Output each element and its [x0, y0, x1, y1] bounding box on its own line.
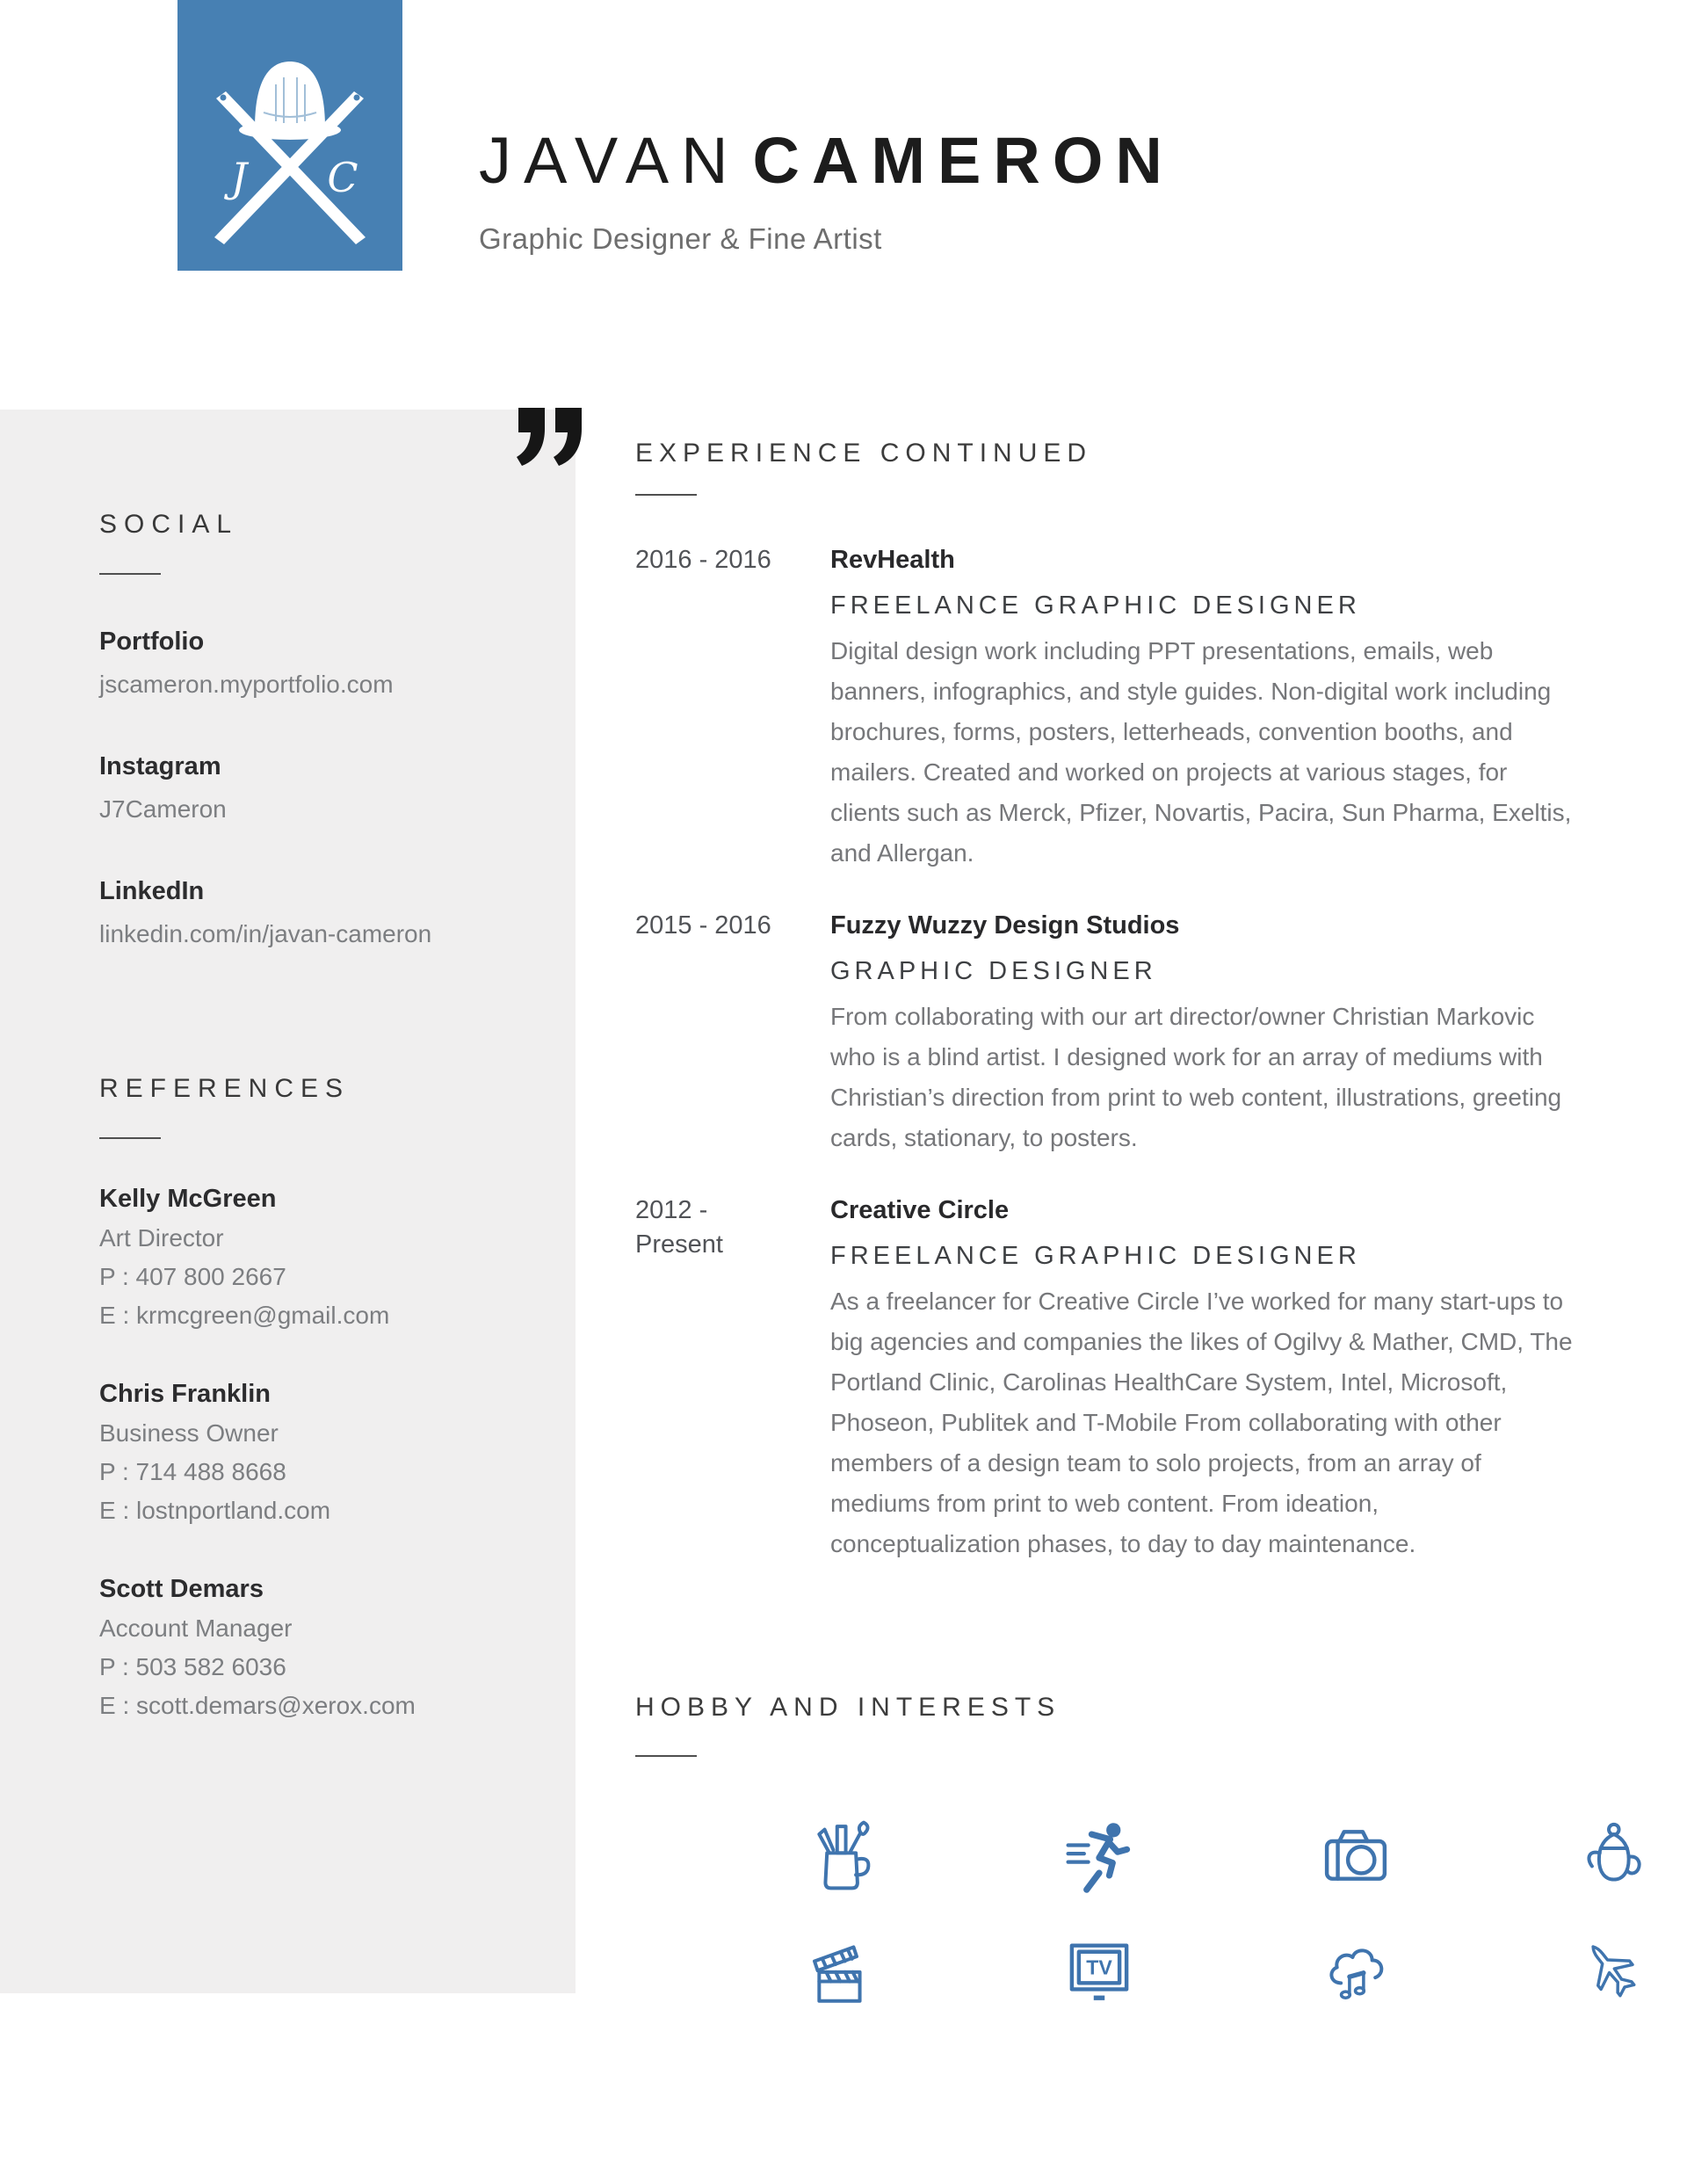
experience-section-title: EXPERIENCE CONTINUED	[635, 439, 1093, 468]
music-cloud-icon	[1321, 1936, 1391, 2006]
experience-entry	[635, 543, 1584, 874]
experience-company: RevHealth	[830, 546, 955, 574]
experience-entries	[635, 543, 1584, 1564]
airplane-icon	[1576, 1935, 1648, 2007]
sidebar	[0, 410, 576, 1993]
references-section-title: REFERENCES	[99, 1074, 351, 1103]
reference-name: Kelly McGreen	[99, 1185, 277, 1213]
social-item-linkedin	[99, 875, 540, 949]
reference-role: Business Owner	[99, 1419, 279, 1447]
clapperboard-icon	[807, 1936, 878, 2006]
social-item-instagram	[99, 751, 540, 824]
logo-monogram-right: C	[327, 154, 358, 201]
divider	[99, 1137, 161, 1139]
social-label: LinkedIn	[99, 877, 205, 905]
social-value: linkedin.com/in/javan-cameron	[99, 920, 432, 947]
experience-description: Digital design work including PPT presentations, emails, web banners, infographics, and style guides. Non-digital work including brochures, forms, posters, letterheads, convention booths, and mailers. Created and worked on projects at various stages, for clients such as Merck, Pfizer, Novartis, Pacira, Sun Pharma, Exeltis, and Allergan.	[830, 637, 1572, 867]
reference-role: Art Director	[99, 1224, 224, 1252]
tv-icon	[1064, 1936, 1134, 2006]
reference-item	[99, 1573, 540, 1721]
tagline: Graphic Designer & Fine Artist	[479, 222, 882, 255]
hobby-item	[971, 1936, 1227, 2006]
logo-monogram-left: J	[230, 154, 248, 201]
social-label: Instagram	[99, 752, 221, 780]
running-icon	[1061, 1818, 1137, 1893]
reference-phone: P : 407 800 2667	[99, 1263, 286, 1290]
closing-double-quote-icon	[517, 408, 585, 474]
hobby-item	[714, 1820, 971, 1890]
social-section-title: SOCIAL	[99, 510, 239, 539]
divider	[635, 1755, 697, 1757]
reference-item	[99, 1378, 540, 1526]
experience-description: From collaborating with our art director/owner Christian Markovic who is a blind artist. I designed work for an array of mediums with Christian’s direction from print to web content, illustrations, greeting cards, stationary, to posters.	[830, 1003, 1562, 1151]
hobby-item	[1227, 1936, 1484, 2006]
divider	[99, 573, 161, 575]
hobbies-section-title: HOBBY AND INTERESTS	[635, 1693, 1061, 1722]
reference-phone: P : 714 488 8668	[99, 1458, 286, 1485]
experience-section	[635, 438, 1584, 1600]
reference-role: Account Manager	[99, 1614, 293, 1642]
experience-entry	[635, 1194, 1584, 1564]
experience-entry-body	[830, 909, 1575, 1158]
first-name: JAVAN	[479, 124, 741, 197]
hobby-item	[1484, 1936, 1687, 2006]
reference-email: E : scott.demars@xerox.com	[99, 1692, 416, 1719]
reference-name: Chris Franklin	[99, 1380, 271, 1408]
experience-entry	[635, 909, 1584, 1158]
hobby-item	[1227, 1820, 1484, 1890]
divider	[635, 494, 697, 496]
experience-dates: 2012 - Present	[635, 1196, 723, 1259]
header	[479, 123, 1175, 256]
experience-entry-body	[830, 1194, 1575, 1564]
reference-email: E : krmcgreen@gmail.com	[99, 1302, 390, 1329]
reference-name: Scott Demars	[99, 1575, 264, 1603]
page-title	[479, 123, 1175, 198]
last-name: CAMERON	[752, 124, 1175, 197]
experience-entry-body	[830, 543, 1575, 874]
social-value: jscameron.myportfolio.com	[99, 671, 394, 698]
experience-dates: 2016 - 2016	[635, 546, 771, 574]
hobbies-section	[635, 1692, 1654, 2006]
social-label: Portfolio	[99, 628, 205, 656]
experience-role: GRAPHIC DESIGNER	[830, 957, 1157, 985]
hobby-icon-grid	[714, 1820, 1654, 2006]
bowler-hat-crossed-pens-logo	[177, 0, 402, 271]
reference-phone: P : 503 582 6036	[99, 1653, 286, 1680]
logo	[177, 0, 402, 271]
experience-description: As a freelancer for Creative Circle I’ve worked for many start-ups to big agencies and companies the likes of Ogilvy & Mather, CMD, The Portland Clinic, Carolinas HealthCare System, Intel, Microsoft, Phoseon, Publitek and T-Mobile From collaborating with other members of a design team to solo projects, from an array of mediums from print to web content. From ideation, conceptualization phases, to day to day maintenance.	[830, 1288, 1573, 1557]
reference-item	[99, 1183, 540, 1331]
hobby-item	[1484, 1820, 1687, 1890]
social-value: J7Cameron	[99, 795, 227, 823]
camera-icon	[1321, 1820, 1391, 1890]
experience-company: Creative Circle	[830, 1196, 1010, 1224]
social-item-portfolio	[99, 626, 540, 700]
experience-company: Fuzzy Wuzzy Design Studios	[830, 911, 1180, 940]
experience-dates: 2015 - 2016	[635, 911, 771, 940]
teapot-icon	[1577, 1820, 1647, 1890]
experience-role: FREELANCE GRAPHIC DESIGNER	[830, 591, 1361, 620]
art-supplies-icon	[807, 1820, 878, 1890]
reference-email: E : lostnportland.com	[99, 1497, 331, 1524]
hobby-item	[714, 1936, 971, 2006]
experience-role: FREELANCE GRAPHIC DESIGNER	[830, 1242, 1361, 1270]
svg-text:TV: TV	[1086, 1955, 1112, 1979]
hobby-item	[971, 1820, 1227, 1890]
